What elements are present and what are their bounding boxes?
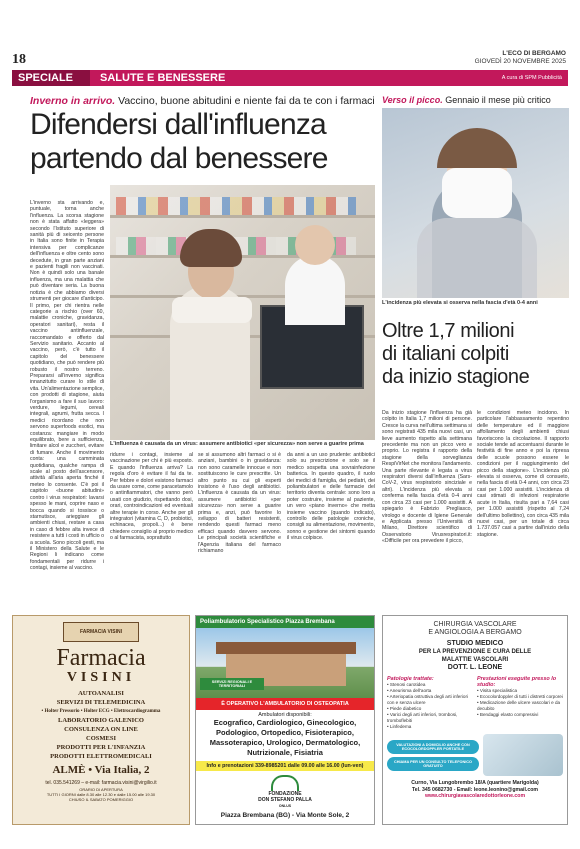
hours-line: CHIUSO IL SABATO POMERIGGIO (68, 797, 134, 802)
pharmacy-photo (110, 185, 375, 440)
article-column-4: da anni a un uso prudente: antibiotici solo su prescrizione e solo se il medico sospetta una sovrainfezione batterica. In questo quadro, il ruolo dei medici di famiglia, dei pediatri, dei poliambulatori e delle farmacie del territorio diventa centrale: sono loro a poter costruire, insieme al paziente, un vero «piano inverno» che metta insieme vaccino (quando indicato), controllo delle patologie croniche, consigli su alimentazione, movimento, sonno e gestione dei sintomi quando il virus colpisce. (287, 452, 375, 542)
hours-line: TUTTI I GIORNI dalle 8.30 alle 12.30 e dalle 15.00 alle 19.30 (46, 792, 156, 797)
sidebar-headline-line: Oltre 1,7 milioni (382, 320, 515, 342)
consulto-badge: CHIAMA PER UN CONSULTO TELEFONICO GRATUITO (387, 757, 479, 771)
farmacia-address: ALMÈ • Via Italia, 2 (52, 764, 150, 776)
studio-line: MALATTIE VASCOLARI (441, 657, 509, 663)
article-column-3: se si assumono altri farmaci o si è anziani, bambini o in gravidanza: non sono caramelle innocue e non sostituiscono le cure prescritte. Un altro punto su cui gli esperti insistono è l'uso degli antibiotici. L'influenza è causata da un virus: assumere antibiotici «per sicurezza» non serve a guarire prima e, anzi, può favorire lo sviluppo di batteri resistenti, rendendo questi farmaci meno efficaci quando davvero servono. Le principali società scientifiche e l'Agenzia italiana del farmaco richiamano (198, 452, 281, 555)
poli-info: Info e prenotazioni 339-8985201 dalle 09.00 alle 16.00 (lun-ven) (196, 761, 374, 771)
sponsor-credit: A cura di SPM Pubblicità (501, 75, 562, 81)
chirurgia-vascolare-ad[interactable] (382, 615, 568, 825)
article-kicker (30, 95, 375, 107)
sidebar-column-2: le condizioni meteo incidono. In particolare l'abbassamento repentino delle temperature ed il maggiore affollamento degli ambienti chiusi favoriscono la circolazione. Il rapporto sociale tende ad accentuarsi durante le festività di fine anno e poi la ripresa delle scuole possono essere le condizioni per il raggiungimento del picco della stagione». L'incidenza più elevata si osserva, come di consueto, nella fascia di età 0-4 anni, con circa 23 casi per 1.000 assistiti. L'incidenza di casi stimati di infezioni respiratorie acute in Italia, risulta pari a 7,64 casi per 1.000 assistiti (rispetto al 7,24 dell'ultimo bollettino), con circa 435 mila nuovi casi, per un totale di circa 1.737.057 casi a partire dall'inizio della stagione. (477, 410, 569, 538)
headline (30, 108, 375, 176)
article-column-1: L'inverno sta arrivando e, puntuale, torna anche l'influenza. La scorsa stagione non è stata affatto «leggera» secondo l'Istituto superiore di sanità più di seicento persone in Italia sono finite in Terapia intensiva per complicanze dell'influenza e oltre cento sono decedute, in gran parte anziani e pazienti fragili non vaccinati. Non è quindi solo una banale influenza, ma una malattia che può diventare seria. La buona notizia è che abbiamo diversi strumenti per giocare d'anticipo. Il primo, per chi rientra nelle categorie a rischio (over 60, malattie croniche, gravidanza, operatori sanitari), resta il vaccino antinfluenzale, raccomandato e offerto dal Servizio sanitario. Accanto al vaccino, però, c'è tutto il capitolo del benessere quotidiano, che può rendere più robusto il nostro terreno. Prepararsi all'inverno significa innanzitutto curare lo stile di vita. Un'alimentazione semplice, con prodotti di stagione, aiuta l'organismo a fare il suo lavoro: verdure, legumi, cereali integrali, agrumi, frutta secca. I medici ricordano che non servono superfoods esotici, ma costanza: mangiare in modo equilibrato, bere a sufficienza, limitare alcol e zuccheri, evitare di fumare. Anche il movimento conta: una camminata quotidiana, qualche rampa di scale al posto dell'ascensore, attività all'aria aperta finché il meteo lo consente. C'è poi il capitolo «buone abitudini» contro i virus respiratori: lavarsi spesso le mani, coprire naso e bocca quando si tossisce o starnutisce, arieggiare gli ambienti chiusi, restare a casa in caso di febbre alta invece di resistere a tutti i costi in ufficio o a scuola. Sono piccoli gesti, ma il Ministero della Salute e le Regioni li indicano come fondamentali per ridurre i contagi, insieme al vaccino. (30, 200, 104, 572)
ad1-line: PRODOTTI ELETTROMEDICALI (50, 753, 152, 760)
farmacia-contacts: tel. 035.541269 – e-mail: farmacia.visini@virgilio.it (45, 780, 157, 786)
poli-title: Poliambulatorio Specialistico Piazza Brembana (196, 616, 374, 628)
specialty-line: Podologico, Ortopedico, Fisioterapico, (216, 728, 354, 737)
osteopatia-banner: È OPERATIVO L'AMBULATORIO DI OSTEOPATIA (196, 698, 374, 710)
prestazioni-title: Prestazioni eseguite presso lo studio: (477, 676, 557, 688)
page-number: 18 (12, 52, 26, 67)
sneezing-photo (382, 108, 569, 298)
domicilio-badge: VALUTAZIONI A DOMICILIO ANCHE CON ECOCOLORDOPPLER PORTATILE (387, 740, 479, 754)
sidebar-headline (382, 320, 569, 389)
chir-header: E ANGIOLOGIA A BERGAMO (428, 629, 522, 636)
chir-address: Curno, Via Lungobrembo 18/A (quartiere Marigolda) (411, 780, 539, 786)
section-title: SALUTE E BENESSERE (100, 72, 226, 84)
ad1-line: CONSULENZA ON LINE (64, 726, 138, 733)
sidebar-headline-line: di italiani colpiti (382, 343, 509, 365)
studio-line: STUDIO MEDICO (446, 640, 504, 647)
specialty-line: Ecografico, Cardiologico, Ginecologico, (213, 718, 357, 727)
ultrasound-photo (483, 734, 563, 776)
specialty-line: Nutrizionale, Fisiatria (247, 748, 323, 757)
section-bar (12, 70, 568, 86)
patologia-item: • Arteriopatia ostruttiva degli arti inferiori con e senza ulcere (387, 694, 469, 705)
prestazione-item: • Visita specialistica (477, 688, 518, 693)
farmacia-name-2: VISINI (66, 670, 136, 685)
patologia-item: • Linfedema (387, 724, 412, 729)
patologia-item: • Stenosi carotidea (387, 682, 426, 687)
foundation-line: ONLUS (278, 804, 292, 808)
kicker-bold: Inverno in arrivo. (30, 95, 116, 107)
kicker-text: Vaccino, buone abitudini e niente fai da te con i farmaci (115, 95, 375, 107)
ad1-line: • Holter Pressorio • Holter ECG • Elettrocardiogramma (41, 709, 161, 714)
prestazione-item: • Ecocolordoppler di tutti i distretti corporei (477, 694, 563, 699)
studio-line: DOTT. L. LEONE (447, 664, 503, 671)
headline-line: partendo dal benessere (30, 142, 328, 175)
ad1-line: SERVIZI DI TELEMEDICINA (56, 699, 146, 706)
foundation-line: FONDAZIONE (268, 791, 302, 797)
article-column-2: ridurre i contagi, insieme al vaccinazione per chi è più esposto. E quando l'influenza arriva? La regola d'oro è evitare il fai da te. Per febbre e dolori esistono farmaci da usare come, come paracetamolo o antinfiammatori, che vanno però usati con giudizio, rispettando dosi, orari, controindicazioni ed eventuali altre terapie in corso. Anche per gli integratori (vitamina C, D, probiotici, echinacea, propoli...) è bene chiedere consiglio al proprio medico o al farmacista, soprattutto (110, 452, 193, 542)
specialty-line: Massoterapico, Urologico, Dermatologico, (209, 738, 361, 747)
foundation-line: DON STEFANO PALLA (258, 797, 312, 803)
photo2-caption: L'incidenza più elevata si osserva nella fascia d'età 0-4 anni (382, 300, 538, 306)
poli-address: Piazza Brembana (BG) - Via Monte Sole, 2 (220, 812, 350, 819)
newspaper-name: L'ECO DI BERGAMO (502, 50, 566, 57)
farmacia-name: Farmacia (56, 645, 146, 671)
patologia-item: • Varici degli arti inferiori, trombosi, tromboflebiti (387, 712, 458, 723)
chir-contacts: Tel. 345 0682730 - Email: leone.leonino@gmail.com (411, 786, 539, 793)
ad1-line: COSMESI (86, 735, 116, 742)
prestazione-item: • Bendaggi elasto compressivi (477, 712, 539, 717)
headline-line: Difendersi dall'influenza (30, 108, 326, 141)
kicker2-bold: Verso il picco. (382, 95, 443, 105)
chir-website[interactable]: www.chirurgiavascolaredottorleone.com (424, 793, 526, 799)
ad1-line: LABORATORIO GALENICO (58, 717, 144, 724)
poli-avail: Ambulatori disponibili: (258, 712, 312, 718)
studio-line: PER LA PREVENZIONE E CURA DELLE (418, 649, 532, 655)
sidebar-column-1: Da inizio stagione l'influenza ha già colpito in Italia 1,7 milioni di persone. Cresce la curva nell'ultima settimana si sono registrati 435 mila nuovi casi, un lieve aumento rispetto alla settimana precedente ma non un picco vero e proprio. Lo registra il rapporto della stagione della sorveglianza RespiVirNet che monitora l'andamento. Una parte rilevante è legata a virus respiratori diversi dall'influenza (Sars-CoV-2, virus respiratorio sinciziale e altri). L'incidenza più elevata si conferma nella fascia d'età 0-4 anni con circa 23 casi per 1.000 assistiti. A spiegarlo è Fabrizio Pregliasco, virologo e docente di Igiene Generale e Applicata presso l'Università di Milano, Direttore scientifico di Osservatorio Virusrespiratori.it: «Difficile per ora prevedere il picco, (382, 410, 472, 545)
prestazione-item: • Medicazione delle ulcere vascolari e da decubito (477, 700, 561, 711)
speciale-label: SPECIALE (12, 70, 90, 86)
fondazione-logo-icon (271, 775, 299, 791)
sidebar-kicker (382, 95, 551, 105)
patologia-item: • Piede diabetico (387, 706, 422, 711)
farmacia-visini-ad[interactable] (12, 615, 190, 825)
patologie-title: Patologie trattate: (387, 676, 434, 682)
ad1-line: PRODOTTI PER L'INFANZIA (56, 744, 146, 751)
newspaper-info (475, 50, 566, 66)
patologia-item: • Aneurisma dell'aorta (387, 688, 432, 693)
chir-header: CHIRURGIA VASCOLARE (433, 621, 517, 628)
photo1-caption: L'influenza è causata da un virus: assumere antibiotici «per sicurezza» non serve a guarire prima (110, 441, 364, 447)
poliambulatorio-ad[interactable] (195, 615, 375, 825)
hours-line: ORARIO DI APERTURA (79, 787, 123, 792)
poli-building-photo (196, 628, 374, 698)
ad1-line: AUTOANALISI (78, 690, 124, 697)
issue-date: GIOVEDÌ 20 NOVEMBRE 2025 (474, 58, 566, 65)
kicker2-text: Gennaio il mese più critico (442, 95, 551, 105)
sidebar-headline-line: da inizio stagione (382, 366, 530, 388)
farmacia-badge: FARMACIA VISINI (63, 622, 139, 642)
poli-tag: SERVIZI REGIONALI E TERRITORIALI (200, 678, 264, 690)
